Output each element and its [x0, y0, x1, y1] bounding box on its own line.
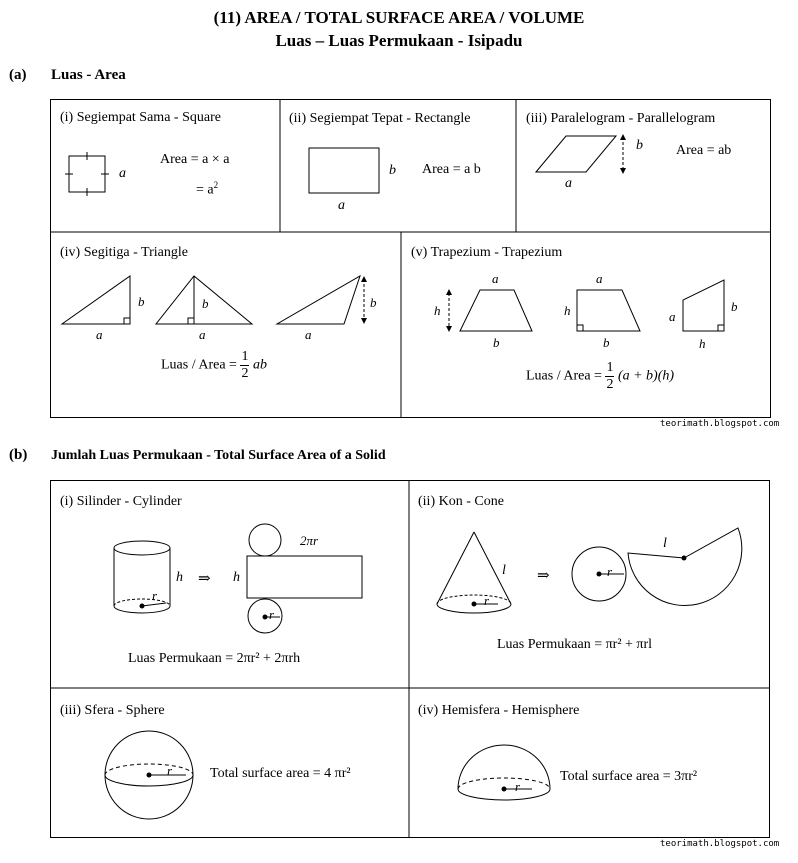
parallelogram-base-label: a: [565, 176, 572, 191]
trapezium-2-height: h: [564, 303, 571, 318]
triangle-3-height: b: [370, 295, 377, 310]
cone-arrow: ⇒: [537, 568, 550, 584]
cone-label: (ii) Kon - Cone: [418, 494, 504, 509]
square-formula-2: = $a^2$: [196, 180, 219, 198]
parallelogram-formula: Area = ab: [676, 143, 732, 158]
cone-slant: l: [502, 563, 506, 578]
rectangle-formula: Area = a b: [422, 162, 481, 177]
watermark-b: teorimath.blogspot.com: [660, 839, 780, 849]
trapezium-label: (v) Trapezium - Trapezium: [411, 245, 563, 260]
page-subtitle: Luas – Luas Permukaan - Isipadu: [275, 31, 523, 50]
section-b-marker: (b): [9, 447, 28, 463]
triangle-1-height: b: [138, 294, 145, 309]
section-b-heading: Jumlah Luas Permukaan - Total Surface Area of a Solid: [51, 448, 386, 463]
cylinder-net-radius: r: [269, 607, 275, 622]
cone-net-radius: r: [607, 564, 613, 579]
sphere-label: (iii) Sfera - Sphere: [60, 703, 165, 718]
triangle-3-base: a: [305, 327, 312, 342]
triangle-2-base: a: [199, 327, 206, 342]
parallelogram-label: (iii) Paralelogram - Parallelogram: [526, 111, 716, 126]
square-side-label: a: [119, 166, 126, 181]
cylinder-formula: Luas Permukaan = 2πr² + 2πrh: [128, 651, 301, 666]
triangle-1-base: a: [96, 327, 103, 342]
trapezium-formula: Luas / Area = $\frac{1}{2}$ (a + b)(h): [526, 360, 675, 392]
cylinder-circumference: 2πr: [300, 533, 319, 548]
hemisphere-label: (iv) Hemisfera - Hemisphere: [418, 703, 580, 718]
cone-radius: r: [484, 593, 490, 608]
square-formula-1: Area = a × a: [160, 152, 230, 167]
cylinder-label: (i) Silinder - Cylinder: [60, 494, 182, 509]
cylinder-net-height: h: [233, 570, 240, 585]
triangle-label: (iv) Segitiga - Triangle: [60, 245, 188, 260]
sphere-radius: r: [167, 763, 173, 778]
trapezium-2-bottom: b: [603, 335, 610, 350]
trapezium-2-top: a: [596, 271, 603, 286]
hemisphere-radius: r: [515, 779, 521, 794]
trapezium-1-bottom: b: [493, 335, 500, 350]
trapezium-3-height: h: [699, 336, 706, 351]
page-title: (11) AREA / TOTAL SURFACE AREA / VOLUME: [213, 8, 585, 27]
trapezium-1-height: h: [434, 303, 441, 318]
sphere-formula: Total surface area = 4 πr²: [210, 766, 351, 781]
trapezium-1-top: a: [492, 271, 499, 286]
cone-net-slant: l: [663, 536, 667, 551]
hemisphere-formula: Total surface area = 3πr²: [560, 769, 698, 784]
rectangle-label: (ii) Segiempat Tepat - Rectangle: [289, 111, 471, 126]
cone-formula: Luas Permukaan = πr² + πrl: [497, 637, 653, 652]
section-a-heading: Luas - Area: [51, 67, 126, 83]
square-label: (i) Segiempat Sama - Square: [60, 110, 221, 125]
trapezium-3-bottom: b: [731, 299, 738, 314]
parallelogram-height-label: b: [636, 138, 643, 153]
cylinder-arrow: ⇒: [198, 571, 211, 587]
triangle-2-height: b: [202, 296, 209, 311]
triangle-formula: Luas / Area = $\frac{1}{2}$ ab: [161, 349, 267, 381]
trapezium-3-top: a: [669, 309, 676, 324]
cylinder-height: h: [176, 570, 183, 585]
rectangle-height-label: b: [389, 163, 396, 178]
rectangle-width-label: a: [338, 198, 345, 213]
cylinder-radius: r: [152, 588, 158, 603]
section-a-marker: (a): [9, 67, 27, 83]
watermark-a: teorimath.blogspot.com: [660, 419, 780, 429]
